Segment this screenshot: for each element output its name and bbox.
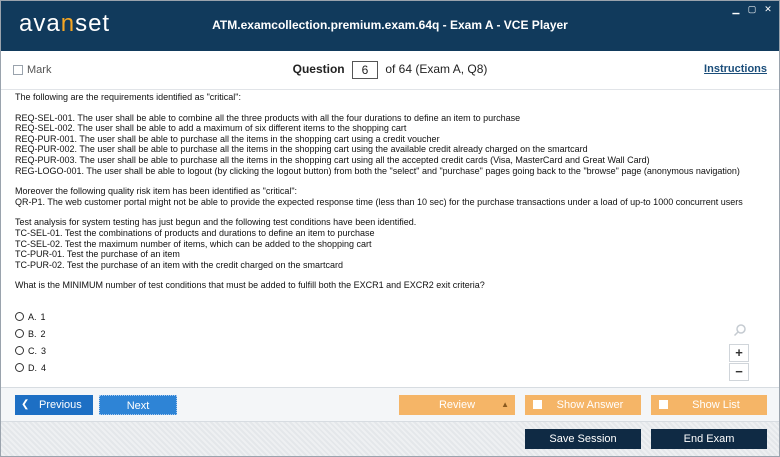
logo-text-accent: n bbox=[60, 10, 76, 37]
navigation-bar bbox=[1, 387, 779, 422]
question-number-input[interactable]: 6 bbox=[352, 61, 378, 79]
option-text: 2 bbox=[40, 328, 46, 339]
question-of-text: of 64 (Exam A, Q8) bbox=[385, 62, 488, 77]
logo-text-1: ava bbox=[19, 10, 61, 37]
risk-intro-text: Moreover the following quality risk item has been identified as "critical": bbox=[15, 186, 298, 197]
test-intro-text: Test analysis for system testing has just begun and the following test conditions have been identified. bbox=[15, 217, 417, 228]
option-c[interactable] bbox=[15, 342, 46, 359]
test-condition-line: TC-SEL-01. Test the combinations of products and durations to define an item to purchase bbox=[15, 227, 375, 238]
risk-item-text: QR-P1. The web customer portal might not be able to provide the expected response time (less than 10 sec) for the purchase transactions under a load of up-to 1000 concurrent users bbox=[15, 196, 743, 207]
answer-options bbox=[15, 308, 46, 376]
show-list-label: Show List bbox=[692, 399, 740, 411]
triangle-up-icon: ▲ bbox=[501, 400, 509, 409]
test-condition-line: TC-SEL-02. Test the maximum number of items, which can be added to the shopping cart bbox=[15, 238, 372, 249]
radio-icon[interactable] bbox=[15, 363, 24, 372]
title-bar bbox=[1, 1, 779, 51]
radio-icon[interactable] bbox=[15, 312, 24, 321]
question-indicator bbox=[1, 61, 779, 79]
minimize-icon[interactable]: ▁ bbox=[732, 4, 740, 14]
option-a[interactable] bbox=[15, 308, 46, 325]
test-condition-line: TC-PUR-02. Test the purchase of an item with the credit charged on the smartcard bbox=[15, 259, 343, 270]
previous-label: Previous bbox=[39, 399, 82, 411]
chevron-left-icon: ❮ bbox=[21, 399, 30, 410]
option-letter: C. bbox=[28, 345, 37, 356]
radio-icon[interactable] bbox=[15, 346, 24, 355]
question-text: What is the MINIMUM number of test conditions that must be added to fulfill both the EXCR1 and EXCR2 exit criteria? bbox=[15, 280, 485, 291]
window-controls bbox=[731, 4, 773, 15]
mark-label: Mark bbox=[27, 64, 52, 76]
review-button[interactable] bbox=[399, 395, 515, 415]
option-letter: D. bbox=[28, 362, 37, 373]
show-answer-label: Show Answer bbox=[556, 399, 624, 411]
instructions-link[interactable]: Instructions bbox=[704, 63, 767, 75]
show-list-button[interactable] bbox=[651, 395, 767, 415]
intro-text: The following are the requirements identified as "critical": bbox=[15, 92, 241, 102]
option-text: 3 bbox=[41, 345, 47, 356]
zoom-in-button[interactable]: + bbox=[729, 344, 749, 362]
option-letter: B. bbox=[28, 328, 37, 339]
option-letter: A. bbox=[28, 311, 37, 322]
magnifier-icon bbox=[733, 323, 747, 337]
close-icon[interactable]: ✕ bbox=[764, 4, 772, 14]
requirement-line: REQ-SEL-002. The user shall be able to add a maximum of six different items to the shopping cart bbox=[15, 123, 407, 134]
option-d[interactable] bbox=[15, 359, 46, 376]
question-bar bbox=[1, 51, 779, 90]
next-button[interactable]: Next bbox=[99, 395, 177, 415]
end-exam-button[interactable]: End Exam bbox=[651, 429, 767, 449]
checkbox-icon[interactable] bbox=[659, 400, 668, 409]
option-text: 1 bbox=[40, 311, 46, 322]
window-title: ATM.examcollection.premium.exam.64q - Exam A - VCE Player bbox=[212, 18, 568, 32]
previous-button[interactable] bbox=[15, 395, 93, 415]
logo-text-2: set bbox=[75, 10, 111, 37]
requirement-line: REQ-PUR-003. The user shall be able to purchase all the items in the shopping cart using all the accepted credit cards (Visa, MasterCard and Great Wall Card) bbox=[15, 154, 650, 165]
requirement-line: REQ-PUR-002. The user shall be able to purchase all the items in the shopping cart using the available credit already charged on the smartcard bbox=[15, 144, 588, 155]
footer-bar bbox=[1, 421, 779, 457]
save-session-button[interactable]: Save Session bbox=[525, 429, 641, 449]
checkbox-icon[interactable] bbox=[533, 400, 542, 409]
question-content bbox=[15, 92, 755, 291]
radio-icon[interactable] bbox=[15, 329, 24, 338]
requirement-line: REG-LOGO-001. The user shall be able to logout (by clicking the logout button) from both the "select" and "purchase" pages going back to the "browse" page (anonymous navigation) bbox=[15, 165, 740, 176]
maximize-icon[interactable]: ▢ bbox=[747, 4, 757, 14]
option-text: 4 bbox=[41, 362, 47, 373]
show-answer-button[interactable] bbox=[525, 395, 641, 415]
zoom-out-button[interactable]: − bbox=[729, 363, 749, 381]
review-label: Review bbox=[438, 399, 476, 411]
option-b[interactable] bbox=[15, 325, 46, 342]
requirement-line: REQ-PUR-001. The user shall be able to purchase all the items in the shopping cart using a credit voucher bbox=[15, 133, 440, 144]
test-condition-line: TC-PUR-01. Test the purchase of an item bbox=[15, 249, 180, 260]
question-label: Question bbox=[292, 62, 345, 77]
requirement-line: REQ-SEL-001. The user shall be able to combine all the three products with all the four durations to define an item to purchase bbox=[15, 112, 521, 123]
